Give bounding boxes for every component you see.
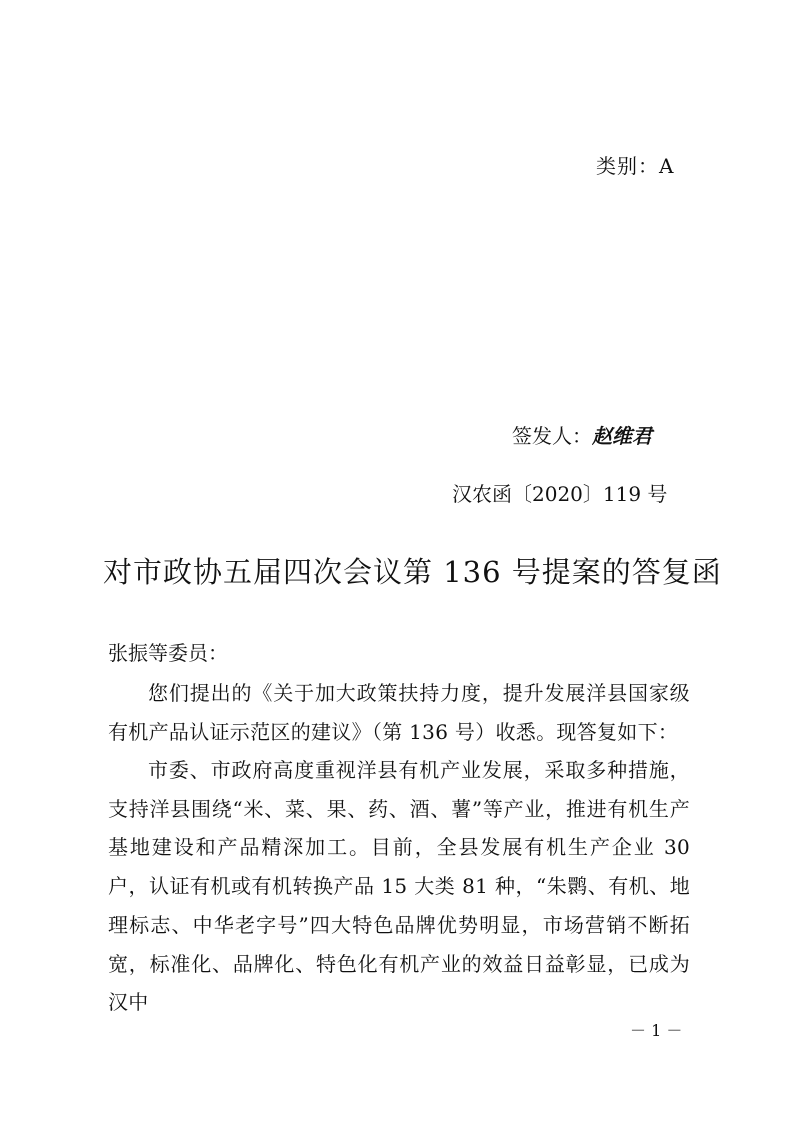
page-number: － 1 － (630, 1021, 683, 1040)
document-category: 类别：A (596, 154, 675, 178)
body-paragraph-2: 市委、市政府高度重视洋县有机产业发展，采取多种措施，支持洋县围绕“米、菜、果、药、酒、薯”等产业，推进有机生产基地建设和产品精深加工。目前，全县发展有机生产企业 30 户，认证有机或有机转换产品 15 大类 81 种，“朱鹮、有机、地理标志、中华老字号”四大特色品牌优势明显，市场营销不断拓宽，标准化、品牌化、特色化有机产业的效益日益彰显，已成为汉中 (108, 758, 690, 1015)
signer-line (512, 420, 652, 449)
body-paragraph-1: 您们提出的《关于加大政策扶持力度，提升发展洋县国家级有机产品认证示范区的建议》（第 136 号）收悉。现答复如下： (108, 681, 690, 744)
signer-label: 签发人： (512, 424, 592, 448)
salutation: 张振等委员： (108, 641, 228, 665)
signer-name: 赵维君 (592, 424, 652, 448)
document-number: 汉农函〔2020〕119 号 (452, 482, 668, 506)
document-title: 对市政协五届四次会议第 136 号提案的答复函 (103, 555, 722, 589)
